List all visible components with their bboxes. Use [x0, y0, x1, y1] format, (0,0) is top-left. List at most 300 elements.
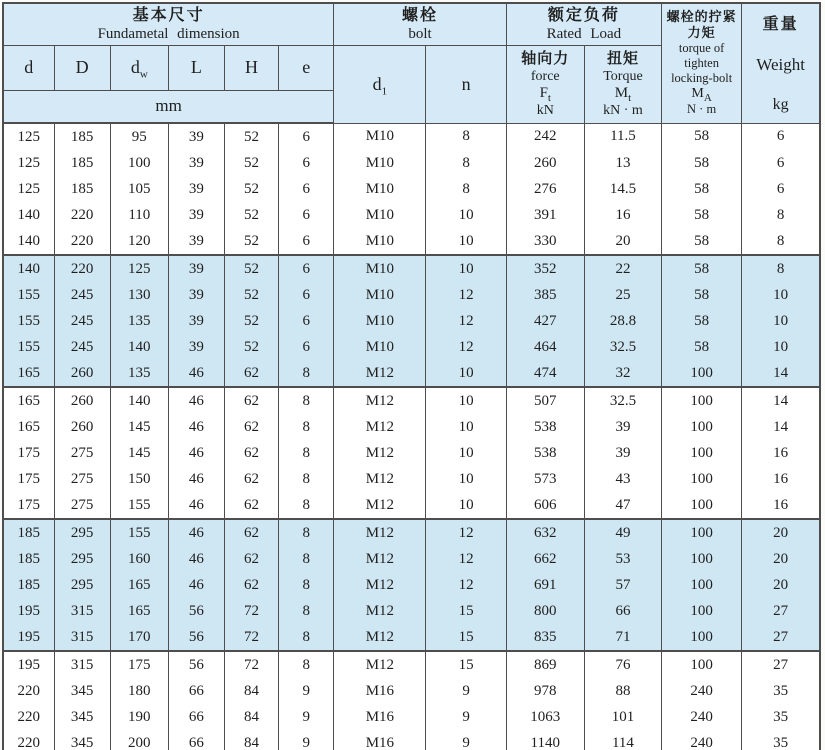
table-row: [3, 519, 820, 546]
tighten-torque-zh-line2: 力矩: [687, 25, 716, 41]
axial-force-zh: 轴向力: [521, 50, 570, 67]
table-cell: 52: [224, 202, 278, 228]
table-row: [3, 282, 820, 308]
table-cell: 46: [168, 414, 224, 440]
table-cell: M12: [334, 414, 426, 440]
col-d1: $d_1$: [334, 45, 426, 123]
table-cell: 140: [3, 228, 54, 255]
table-cell: 32.5: [584, 334, 661, 360]
table-row: [3, 334, 820, 360]
table-cell: 39: [168, 308, 224, 334]
table-cell: 66: [168, 678, 224, 704]
table-cell: 6: [279, 308, 334, 334]
table-cell: 12: [426, 334, 506, 360]
table-cell: 39: [168, 123, 224, 150]
table-cell: 100: [662, 546, 742, 572]
table-cell: 100: [110, 150, 168, 176]
table-cell: 58: [662, 308, 742, 334]
table-cell: 66: [584, 598, 661, 624]
table-row: [3, 123, 820, 150]
table-row: [3, 360, 820, 387]
table-cell: 10: [426, 228, 506, 255]
tighten-torque-en-line3: locking-bolt: [671, 71, 733, 86]
table-row: [3, 440, 820, 466]
table-cell: 140: [110, 334, 168, 360]
table-cell: 16: [742, 440, 820, 466]
table-cell: 56: [168, 624, 224, 651]
table-cell: 27: [742, 651, 820, 678]
table-cell: 125: [3, 176, 54, 202]
table-cell: 220: [54, 255, 110, 282]
table-cell: 15: [426, 598, 506, 624]
table-cell: M12: [334, 492, 426, 519]
table-cell: 260: [506, 150, 584, 176]
spec-table: [2, 2, 821, 750]
table-cell: 39: [584, 440, 661, 466]
col-e: e: [279, 45, 334, 90]
table-cell: 125: [3, 123, 54, 150]
table-cell: 6: [279, 334, 334, 360]
table-row: [3, 414, 820, 440]
table-cell: 62: [224, 519, 278, 546]
table-row: [3, 387, 820, 414]
table-cell: 165: [3, 360, 54, 387]
table-cell: 275: [54, 492, 110, 519]
table-cell: 12: [426, 282, 506, 308]
col-dw: $d_w$: [110, 45, 168, 90]
table-cell: 1063: [506, 704, 584, 730]
group-bolt: [334, 3, 506, 45]
table-cell: 52: [224, 255, 278, 282]
col-n: n: [426, 45, 506, 123]
table-cell: 66: [168, 730, 224, 750]
table-cell: 185: [54, 150, 110, 176]
table-cell: 170: [110, 624, 168, 651]
table-cell: 195: [3, 598, 54, 624]
table-cell: 6: [279, 150, 334, 176]
table-cell: 39: [168, 282, 224, 308]
table-cell: 8: [279, 572, 334, 598]
table-body: [3, 123, 820, 750]
table-cell: M10: [334, 282, 426, 308]
table-cell: 606: [506, 492, 584, 519]
table-cell: 315: [54, 598, 110, 624]
table-cell: 125: [110, 255, 168, 282]
table-cell: M10: [334, 123, 426, 150]
table-cell: 315: [54, 651, 110, 678]
table-cell: M10: [334, 202, 426, 228]
table-cell: 185: [3, 519, 54, 546]
table-cell: 39: [168, 334, 224, 360]
table-cell: 9: [426, 704, 506, 730]
table-cell: 62: [224, 466, 278, 492]
table-cell: 56: [168, 598, 224, 624]
group-rated-load-zh: 额定负荷: [547, 6, 620, 24]
table-cell: 10: [426, 414, 506, 440]
group-rated-load-en: Rated Load: [546, 25, 622, 42]
table-cell: M12: [334, 440, 426, 466]
table-cell: 39: [168, 255, 224, 282]
table-cell: 220: [3, 704, 54, 730]
group-dimension-en: Fundametal dimension: [97, 25, 240, 42]
table-cell: 8: [279, 598, 334, 624]
table-cell: 165: [110, 598, 168, 624]
table-cell: 8: [426, 176, 506, 202]
table-cell: 140: [3, 255, 54, 282]
table-cell: 276: [506, 176, 584, 202]
table-cell: 1140: [506, 730, 584, 750]
table-cell: 185: [3, 546, 54, 572]
table-cell: 62: [224, 572, 278, 598]
table-cell: 8: [742, 228, 820, 255]
table-cell: 6: [279, 228, 334, 255]
table-cell: 72: [224, 598, 278, 624]
table-cell: 385: [506, 282, 584, 308]
table-cell: 155: [3, 308, 54, 334]
table-cell: 220: [54, 202, 110, 228]
table-cell: 662: [506, 546, 584, 572]
table-cell: 52: [224, 176, 278, 202]
table-cell: 573: [506, 466, 584, 492]
table-cell: 869: [506, 651, 584, 678]
group-dimension: [3, 3, 334, 45]
table-cell: 8: [279, 651, 334, 678]
torque-zh: 扭矩: [606, 50, 639, 67]
table-cell: 391: [506, 202, 584, 228]
table-cell: M16: [334, 730, 426, 750]
table-cell: 295: [54, 572, 110, 598]
table-cell: 52: [224, 282, 278, 308]
table-cell: 71: [584, 624, 661, 651]
table-cell: 100: [662, 414, 742, 440]
col-axial-force: [506, 45, 584, 123]
table-cell: 22: [584, 255, 661, 282]
table-cell: 46: [168, 466, 224, 492]
table-row: [3, 651, 820, 678]
table-cell: 58: [662, 176, 742, 202]
table-cell: 15: [426, 624, 506, 651]
table-cell: 175: [110, 651, 168, 678]
table-cell: 8: [742, 255, 820, 282]
table-row: [3, 228, 820, 255]
table-cell: 195: [3, 651, 54, 678]
table-cell: M10: [334, 150, 426, 176]
table-cell: 9: [426, 678, 506, 704]
table-cell: 110: [110, 202, 168, 228]
table-cell: 220: [3, 678, 54, 704]
table-cell: 155: [3, 334, 54, 360]
table-cell: 10: [742, 282, 820, 308]
table-cell: 47: [584, 492, 661, 519]
table-cell: 52: [224, 334, 278, 360]
group-tighten-torque: [662, 3, 742, 123]
table-cell: 100: [662, 466, 742, 492]
table-cell: 352: [506, 255, 584, 282]
table-cell: 145: [110, 414, 168, 440]
table-cell: 84: [224, 730, 278, 750]
table-cell: 76: [584, 651, 661, 678]
table-cell: 185: [3, 572, 54, 598]
table-cell: 39: [168, 228, 224, 255]
table-row: [3, 678, 820, 704]
table-cell: 58: [662, 334, 742, 360]
table-cell: 11.5: [584, 123, 661, 150]
torque-en: Torque: [603, 68, 643, 84]
group-bolt-en: bolt: [408, 25, 432, 42]
group-rated-load: [506, 3, 661, 45]
table-cell: 345: [54, 678, 110, 704]
table-cell: 8: [279, 414, 334, 440]
table-cell: 8: [279, 440, 334, 466]
table-cell: 114: [584, 730, 661, 750]
table-cell: 835: [506, 624, 584, 651]
table-cell: 35: [742, 730, 820, 750]
table-cell: M12: [334, 387, 426, 414]
table-row: [3, 150, 820, 176]
table-cell: 8: [279, 466, 334, 492]
table-cell: 84: [224, 704, 278, 730]
table-cell: 8: [279, 492, 334, 519]
table-row: [3, 308, 820, 334]
table-cell: 27: [742, 598, 820, 624]
col-d: d: [3, 45, 54, 90]
group-dimension-zh: 基本尺寸: [132, 6, 205, 24]
table-cell: 16: [584, 202, 661, 228]
table-cell: 20: [742, 519, 820, 546]
table-cell: 62: [224, 387, 278, 414]
table-cell: M12: [334, 651, 426, 678]
table-cell: 330: [506, 228, 584, 255]
table-cell: M12: [334, 624, 426, 651]
table-cell: 100: [662, 624, 742, 651]
table-cell: 10: [426, 255, 506, 282]
table-row: [3, 598, 820, 624]
table-cell: 155: [3, 282, 54, 308]
table-cell: 260: [54, 360, 110, 387]
table-row: [3, 704, 820, 730]
table-cell: 10: [426, 387, 506, 414]
table-cell: 175: [3, 440, 54, 466]
table-cell: 105: [110, 176, 168, 202]
table-cell: 185: [54, 176, 110, 202]
table-cell: 58: [662, 202, 742, 228]
table-cell: 6: [742, 150, 820, 176]
table-cell: 39: [168, 150, 224, 176]
tighten-torque-zh-line1: 螺栓的拧紧: [666, 9, 737, 25]
table-cell: 427: [506, 308, 584, 334]
table-cell: 49: [584, 519, 661, 546]
table-cell: 242: [506, 123, 584, 150]
table-cell: M10: [334, 176, 426, 202]
col-D: D: [54, 45, 110, 90]
table-cell: 10: [742, 334, 820, 360]
table-cell: 800: [506, 598, 584, 624]
table-cell: 275: [54, 440, 110, 466]
table-cell: 6: [279, 282, 334, 308]
table-row: [3, 624, 820, 651]
table-cell: 14.5: [584, 176, 661, 202]
table-cell: 6: [279, 255, 334, 282]
table-cell: 52: [224, 123, 278, 150]
table-cell: 245: [54, 308, 110, 334]
table-cell: 39: [168, 202, 224, 228]
table-cell: 101: [584, 704, 661, 730]
table-cell: M10: [334, 228, 426, 255]
col-torque: [584, 45, 661, 123]
table-cell: 691: [506, 572, 584, 598]
table-cell: 62: [224, 414, 278, 440]
table-cell: 507: [506, 387, 584, 414]
table-cell: M10: [334, 255, 426, 282]
table-cell: 12: [426, 519, 506, 546]
table-cell: M12: [334, 519, 426, 546]
table-cell: 240: [662, 704, 742, 730]
table-cell: 62: [224, 546, 278, 572]
table-cell: 53: [584, 546, 661, 572]
weight-unit: kg: [772, 95, 789, 113]
table-cell: 25: [584, 282, 661, 308]
table-cell: 15: [426, 651, 506, 678]
table-cell: 245: [54, 334, 110, 360]
table-cell: 165: [110, 572, 168, 598]
table-row: [3, 492, 820, 519]
table-cell: 165: [3, 414, 54, 440]
table-cell: 120: [110, 228, 168, 255]
table-cell: 100: [662, 440, 742, 466]
table-cell: 245: [54, 282, 110, 308]
table-cell: 46: [168, 492, 224, 519]
table-cell: 240: [662, 678, 742, 704]
table-cell: 84: [224, 678, 278, 704]
tighten-torque-en-line1: torque of: [678, 41, 725, 56]
axial-force-symbol: $F_t$: [539, 84, 551, 104]
table-cell: 240: [662, 730, 742, 750]
table-cell: 8: [279, 387, 334, 414]
group-weight: [742, 3, 820, 123]
table-header: [3, 3, 820, 123]
table-cell: 56: [168, 651, 224, 678]
table-cell: 185: [54, 123, 110, 150]
table-cell: 295: [54, 546, 110, 572]
table-cell: 6: [279, 202, 334, 228]
table-cell: 8: [279, 519, 334, 546]
tighten-torque-en-line2: tighten: [684, 56, 719, 71]
table-cell: 28.8: [584, 308, 661, 334]
table-cell: 100: [662, 360, 742, 387]
table-cell: 10: [426, 466, 506, 492]
table-cell: 160: [110, 546, 168, 572]
table-cell: 200: [110, 730, 168, 750]
table-cell: 52: [224, 308, 278, 334]
table-cell: 16: [742, 492, 820, 519]
table-cell: 95: [110, 123, 168, 150]
table-cell: 135: [110, 308, 168, 334]
table-cell: 35: [742, 678, 820, 704]
header-group-row: [3, 3, 820, 45]
table-cell: 140: [110, 387, 168, 414]
table-cell: 125: [3, 150, 54, 176]
table-cell: M10: [334, 308, 426, 334]
table-cell: 14: [742, 414, 820, 440]
table-row: [3, 546, 820, 572]
table-cell: 130: [110, 282, 168, 308]
col-H: H: [224, 45, 278, 90]
table-cell: 632: [506, 519, 584, 546]
table-cell: 6: [742, 123, 820, 150]
table-cell: 46: [168, 360, 224, 387]
table-cell: 100: [662, 492, 742, 519]
table-cell: 175: [3, 466, 54, 492]
table-cell: 8: [426, 150, 506, 176]
table-cell: 100: [662, 387, 742, 414]
table-cell: 12: [426, 572, 506, 598]
table-cell: 46: [168, 387, 224, 414]
table-cell: 20: [584, 228, 661, 255]
table-cell: 155: [110, 519, 168, 546]
table-cell: 14: [742, 360, 820, 387]
group-bolt-zh: 螺栓: [401, 6, 438, 24]
table-cell: 195: [3, 624, 54, 651]
table-cell: 57: [584, 572, 661, 598]
table-cell: 345: [54, 704, 110, 730]
table-cell: 72: [224, 624, 278, 651]
table-cell: 474: [506, 360, 584, 387]
axial-force-en: force: [530, 68, 560, 84]
table-cell: 14: [742, 387, 820, 414]
table-cell: 16: [742, 466, 820, 492]
tighten-torque-unit: N · m: [687, 102, 717, 117]
table-cell: 20: [742, 572, 820, 598]
table-cell: 6: [279, 123, 334, 150]
table-row: [3, 730, 820, 750]
table-cell: 35: [742, 704, 820, 730]
table-cell: 88: [584, 678, 661, 704]
table-cell: M16: [334, 678, 426, 704]
table-cell: 220: [3, 730, 54, 750]
table-row: [3, 572, 820, 598]
table-cell: 464: [506, 334, 584, 360]
table-cell: 8: [426, 123, 506, 150]
table-cell: 9: [426, 730, 506, 750]
table-cell: 32.5: [584, 387, 661, 414]
table-cell: 58: [662, 255, 742, 282]
table-cell: 100: [662, 519, 742, 546]
table-cell: 220: [54, 228, 110, 255]
table-row: [3, 176, 820, 202]
table-cell: 46: [168, 519, 224, 546]
weight-en: Weight: [756, 54, 805, 74]
table-cell: 62: [224, 492, 278, 519]
table-cell: 39: [584, 414, 661, 440]
table-cell: 978: [506, 678, 584, 704]
table-row: [3, 202, 820, 228]
table-cell: 538: [506, 440, 584, 466]
table-cell: 6: [742, 176, 820, 202]
col-L: L: [168, 45, 224, 90]
table-cell: 9: [279, 730, 334, 750]
table-cell: 135: [110, 360, 168, 387]
table-cell: 6: [279, 176, 334, 202]
table-cell: 538: [506, 414, 584, 440]
table-cell: 46: [168, 546, 224, 572]
torque-symbol: $M_t$: [614, 84, 632, 104]
table-cell: 12: [426, 546, 506, 572]
table-cell: 315: [54, 624, 110, 651]
table-cell: 46: [168, 572, 224, 598]
table-cell: M12: [334, 598, 426, 624]
table-cell: M10: [334, 334, 426, 360]
table-cell: 100: [662, 572, 742, 598]
